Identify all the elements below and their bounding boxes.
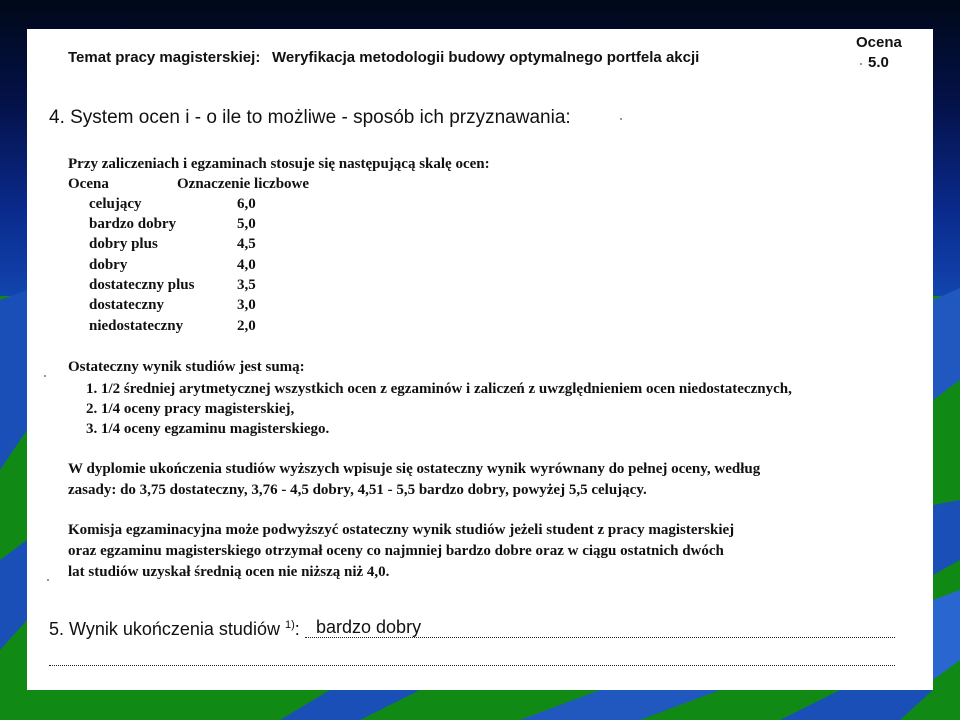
- grading-scale-intro: Przy zaliczeniach i egzaminach stosuje się następującą skalę ocen:: [68, 156, 490, 172]
- grade-name: bardzo dobry: [89, 216, 177, 232]
- grade-number: 3,0: [237, 297, 256, 313]
- grade-name: celujący: [89, 196, 142, 212]
- grade-value: 5.0: [868, 54, 889, 71]
- grade-row: [89, 216, 389, 236]
- scan-speck: [620, 118, 622, 120]
- scan-speck: [860, 63, 862, 65]
- grade-name: dostateczny plus: [89, 277, 195, 293]
- section-5-label: 5. Wynik ukończenia studiów $^{1)}$:: [49, 619, 300, 639]
- final-result-item: 2. 1/4 oceny pracy magisterskiej,: [86, 401, 295, 417]
- topic-value: Weryfikacja metodologii budowy optymalnego portfela akcji: [272, 49, 700, 66]
- footnote-marker: 1): [284, 619, 295, 631]
- diploma-rule-line: W dyplomie ukończenia studiów wyższych wpisuje się ostateczny wynik wyrównany do pełnej oceny, według: [68, 461, 761, 477]
- grade-row: [89, 257, 389, 277]
- diploma-rule-line: zasady: do 3,75 dostateczny, 3,76 - 4,5 dobry, 4,51 - 5,5 bardzo dobry, powyżej 5,5 celujący.: [68, 482, 647, 498]
- section-4-title: 4. System ocen i - o ile to możliwe - sposób ich przyznawania:: [49, 107, 571, 128]
- scan-speck: [47, 579, 49, 581]
- grade-column-header: Ocena: [68, 176, 109, 192]
- grade-label: Ocena: [856, 34, 902, 51]
- grade-row: [89, 277, 389, 297]
- blank-dotted-line: [49, 665, 895, 666]
- section-5-label-text: 5. Wynik ukończenia studiów: [49, 619, 280, 639]
- commission-rule-line: lat studiów uzyskał średnią ocen nie niższą niż 4,0.: [68, 564, 390, 580]
- grade-name: dobry: [89, 257, 128, 273]
- grade-number: 5,0: [237, 216, 256, 232]
- commission-rule-line: oraz egzaminu magisterskiego otrzymał oceny co najmniej bardzo dobre oraz w ciągu ostatnich dwóch: [68, 543, 724, 559]
- grade-number: 6,0: [237, 196, 256, 212]
- grade-number: 4,5: [237, 236, 256, 252]
- final-result-title: Ostateczny wynik studiów jest sumą:: [68, 359, 305, 375]
- scan-speck: [44, 375, 46, 377]
- grade-name: dostateczny: [89, 297, 164, 313]
- final-result-item: 1. 1/2 średniej arytmetycznej wszystkich ocen z egzaminów i zaliczeń z uwzględnieniem ocen niedostatecznych,: [86, 381, 792, 397]
- final-result-item: 3. 1/4 oceny egzaminu magisterskiego.: [86, 421, 330, 437]
- scanned-document: [27, 29, 933, 690]
- grade-row: [89, 196, 389, 216]
- grade-name: dobry plus: [89, 236, 158, 252]
- grade-name: niedostateczny: [89, 318, 184, 334]
- grade-row: [89, 318, 389, 338]
- grade-number: 2,0: [237, 318, 256, 334]
- numeric-column-header: Oznaczenie liczbowe: [177, 176, 310, 192]
- topic-label: Temat pracy magisterskiej:: [68, 49, 261, 66]
- commission-rule-line: Komisja egzaminacyjna może podwyższyć ostateczny wynik studiów jeżeli student z pracy magisterskiej: [68, 522, 735, 538]
- grade-row: [89, 236, 389, 256]
- grade-number: 3,5: [237, 277, 256, 293]
- grade-row: [89, 297, 389, 317]
- result-value: bardzo dobry: [316, 617, 422, 637]
- grade-number: 4,0: [237, 257, 256, 273]
